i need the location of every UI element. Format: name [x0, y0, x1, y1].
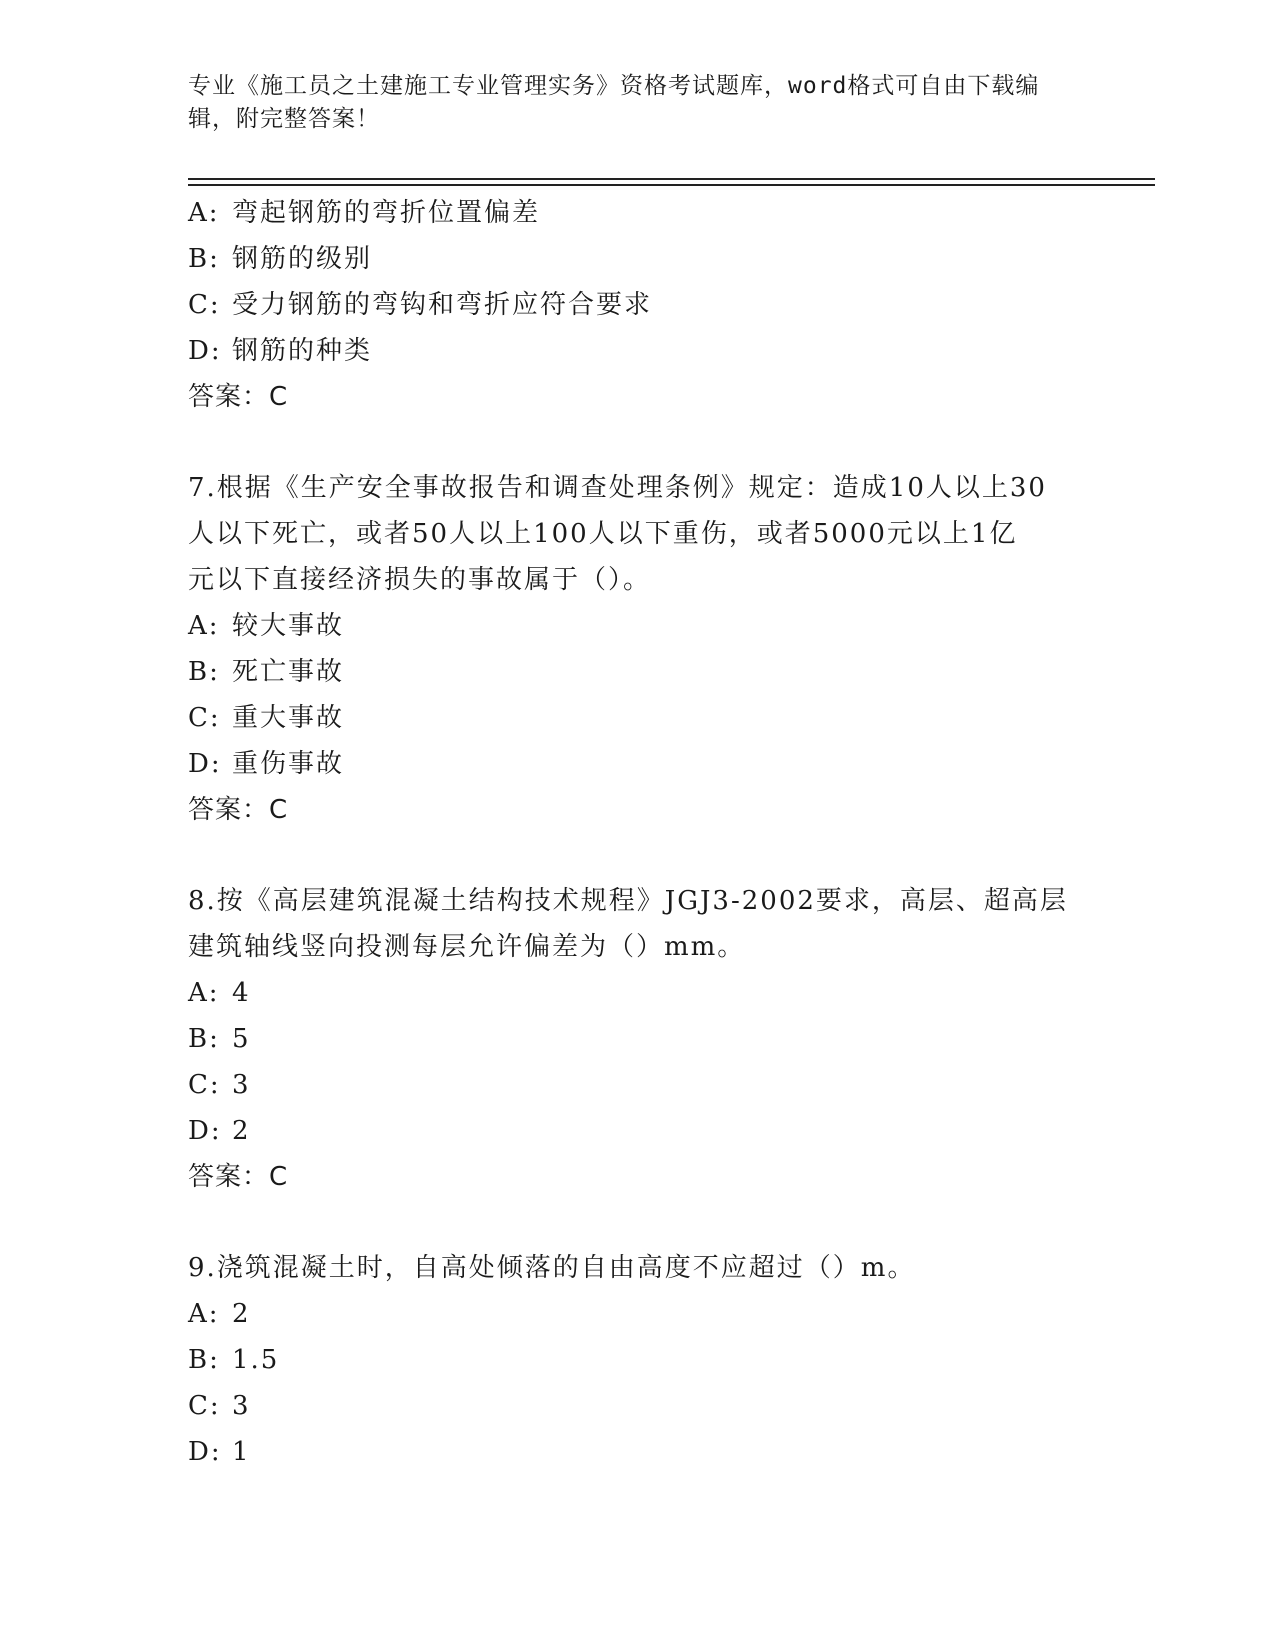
answer-line: 答案：C	[188, 795, 289, 825]
option-label: D:	[188, 336, 222, 366]
option-d	[188, 741, 1088, 787]
option-label: C:	[188, 703, 221, 733]
question-block-8	[188, 878, 1088, 1200]
option-b	[188, 1337, 1088, 1383]
header-divider-bottom	[188, 184, 1155, 186]
option-text: 3	[232, 1391, 251, 1421]
question-text-line: 9.浇筑混凝土时，自高处倾落的自由高度不应超过（）m。	[188, 1253, 916, 1283]
option-text: 3	[232, 1070, 251, 1100]
option-a	[188, 190, 1088, 236]
option-d	[188, 1108, 1088, 1154]
option-text: 重伤事故	[232, 749, 345, 779]
option-c	[188, 282, 1088, 328]
option-label: D:	[188, 1437, 222, 1467]
option-label: A:	[188, 978, 220, 1008]
question-block-prev	[188, 190, 1088, 420]
option-text: 死亡事故	[232, 657, 345, 687]
option-text: 5	[232, 1024, 251, 1054]
option-label: C:	[188, 1070, 221, 1100]
option-text: 1.5	[232, 1345, 280, 1375]
header-line-1: 专业《施工员之土建施工专业管理实务》资格考试题库，word格式可自由下载编	[188, 73, 1040, 99]
option-a	[188, 603, 1088, 649]
option-b	[188, 236, 1088, 282]
option-label: B:	[188, 1024, 220, 1054]
option-label: A:	[188, 611, 220, 641]
option-label: A:	[188, 198, 220, 228]
option-b	[188, 649, 1088, 695]
option-label: B:	[188, 1345, 220, 1375]
option-b	[188, 1016, 1088, 1062]
header-divider-top	[188, 178, 1155, 180]
option-c	[188, 1062, 1088, 1108]
answer-line: 答案：C	[188, 1162, 289, 1192]
option-text: 较大事故	[232, 611, 345, 641]
option-label: B:	[188, 657, 220, 687]
option-text: 2	[232, 1299, 251, 1329]
option-d	[188, 328, 1088, 374]
question-text-line: 7.根据《生产安全事故报告和调查处理条例》规定：造成10人以上30	[188, 473, 1047, 503]
question-text-line: 8.按《高层建筑混凝土结构技术规程》JGJ3-2002要求，高层、超高层	[188, 886, 1068, 916]
option-text: 受力钢筋的弯钩和弯折应符合要求	[232, 290, 653, 320]
question-block-7	[188, 465, 1088, 833]
question-text-line: 元以下直接经济损失的事故属于（）。	[188, 565, 652, 595]
header-line-2: 辑，附完整答案！	[188, 106, 380, 132]
option-label: D:	[188, 749, 222, 779]
option-c	[188, 1383, 1088, 1429]
option-label: C:	[188, 1391, 221, 1421]
option-text: 4	[232, 978, 251, 1008]
option-text: 2	[232, 1116, 251, 1146]
option-a	[188, 970, 1088, 1016]
option-a	[188, 1291, 1088, 1337]
option-text: 钢筋的种类	[232, 336, 373, 366]
option-text: 重大事故	[232, 703, 345, 733]
question-text-line: 人以下死亡，或者50人以上100人以下重伤，或者5000元以上1亿	[188, 519, 1018, 549]
option-label: B:	[188, 244, 220, 274]
option-label: D:	[188, 1116, 222, 1146]
option-d	[188, 1429, 1088, 1475]
option-text: 钢筋的级别	[232, 244, 373, 274]
option-c	[188, 695, 1088, 741]
document-header	[188, 70, 1068, 136]
option-text: 弯起钢筋的弯折位置偏差	[232, 198, 541, 228]
question-text-line: 建筑轴线竖向投测每层允许偏差为（）mm。	[188, 932, 746, 962]
answer-line: 答案：C	[188, 382, 289, 412]
question-block-9	[188, 1245, 1088, 1475]
option-label: A:	[188, 1299, 220, 1329]
option-label: C:	[188, 290, 221, 320]
document-content	[188, 190, 1088, 1475]
option-text: 1	[232, 1437, 251, 1467]
